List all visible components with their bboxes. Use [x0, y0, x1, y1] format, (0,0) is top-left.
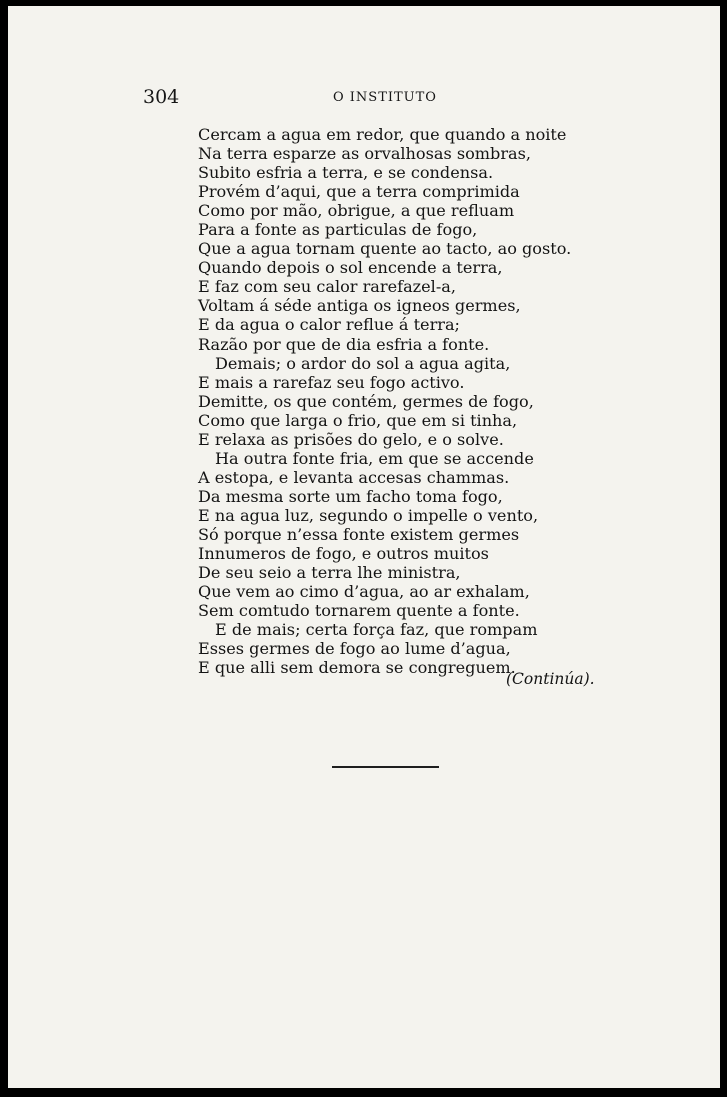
verse-line: Como que larga o frio, que em si tinha,	[198, 410, 518, 430]
section-divider	[332, 766, 439, 768]
verse-line: Que a agua tornam quente ao tacto, ao gosto.	[198, 239, 572, 259]
verse-line: Voltam á séde antiga os igneos germes,	[198, 296, 521, 316]
verse-line: E da agua o calor reflue á terra;	[198, 315, 460, 335]
verse-line: Para a fonte as particulas de fogo,	[198, 220, 478, 240]
verse-line: Razão por que de dia esfria a fonte.	[198, 334, 490, 354]
verse-line: E que alli sem demora se congreguem.	[198, 658, 516, 678]
verse-line: De seu seio a terra lhe ministra,	[198, 563, 461, 583]
verse-line: E de mais; certa força faz, que rompam	[215, 620, 538, 640]
verse-block	[198, 125, 618, 677]
book-page	[8, 6, 720, 1088]
verse-line: E na agua luz, segundo o impelle o vento,	[198, 505, 539, 525]
running-title: O INSTITUTO	[333, 90, 437, 105]
page-number: 304	[143, 86, 180, 108]
verse-line: Como por mão, obrigue, a que refluam	[198, 201, 515, 221]
verse-line: Cercam a agua em redor, que quando a noite	[198, 125, 567, 144]
continuation-note: (Continúa).	[506, 670, 595, 688]
verse-line: Innumeros de fogo, e outros muitos	[198, 544, 489, 564]
verse-line: Demais; o ardor do sol a agua agita,	[215, 353, 511, 373]
verse-line: E relaxa as prisões do gelo, e o solve.	[198, 429, 504, 449]
verse-line: Na terra esparze as orvalhosas sombras,	[198, 144, 532, 164]
verse-line: Sem comtudo tornarem quente a fonte.	[198, 601, 520, 621]
verse-line: Quando depois o sol encende a terra,	[198, 258, 503, 278]
verse-line: Subito esfria a terra, e se condensa.	[198, 163, 494, 183]
verse-line: Ha outra fonte fria, em que se accende	[215, 448, 534, 468]
verse-line: Que vem ao cimo d’agua, ao ar exhalam,	[198, 582, 530, 602]
verse-line: A estopa, e levanta accesas chammas.	[198, 467, 510, 487]
verse-line: E faz com seu calor rarefazel-a,	[198, 277, 456, 297]
verse-line: E mais a rarefaz seu fogo activo.	[198, 372, 465, 392]
page-header	[143, 86, 603, 110]
verse-line: Só porque n’essa fonte existem germes	[198, 524, 520, 544]
verse-line: Provém d’aqui, que a terra comprimida	[198, 182, 520, 202]
verse-line: Esses germes de fogo ao lume d’agua,	[198, 639, 511, 659]
verse-line: Demitte, os que contém, germes de fogo,	[198, 391, 534, 411]
verse-line: Da mesma sorte um facho toma fogo,	[198, 486, 503, 506]
